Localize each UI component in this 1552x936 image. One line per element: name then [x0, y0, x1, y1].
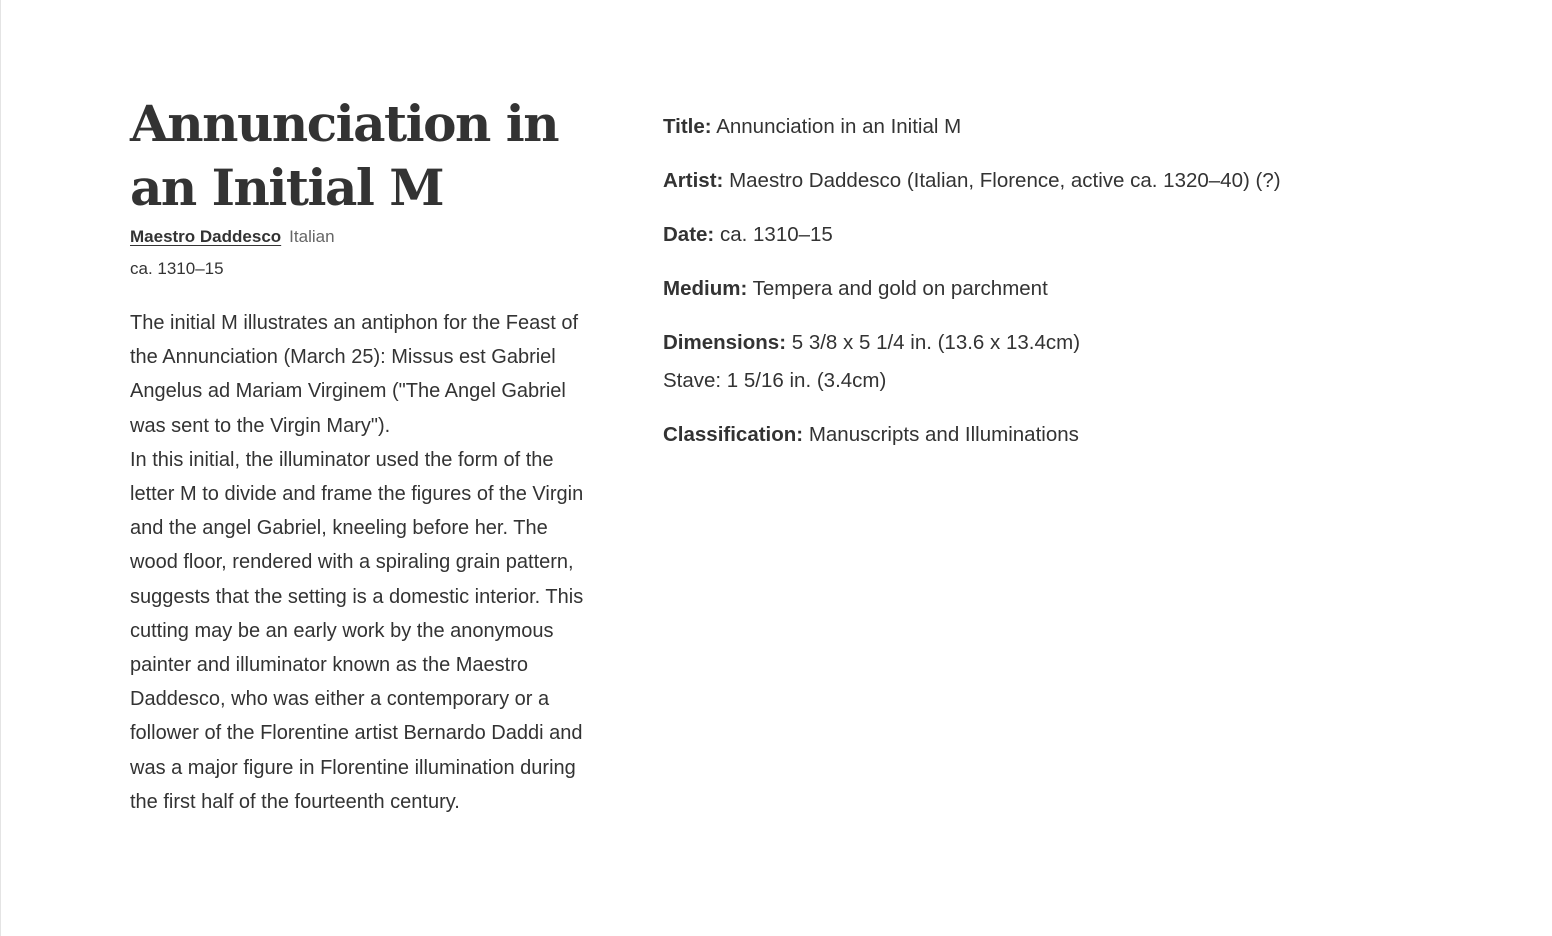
detail-date [663, 220, 1483, 250]
detail-label: Medium: [663, 277, 748, 300]
detail-title [663, 112, 1483, 142]
detail-value: Manuscripts and Illuminations [808, 423, 1079, 446]
detail-label: Artist: [663, 169, 724, 192]
detail-value: Maestro Daddesco (Italian, Florence, active ca. 1320–40) (?) [729, 169, 1281, 192]
detail-stave [663, 366, 1483, 396]
detail-artist [663, 166, 1483, 196]
object-summary [130, 92, 600, 819]
artist-line [130, 226, 600, 248]
artist-link[interactable]: Maestro Daddesco [130, 227, 282, 246]
detail-label: Dimensions: [663, 331, 787, 354]
description-paragraph: The initial M illustrates an antiphon for the Feast of the Annunciation (March 25): Missus est Gabriel Angelus ad Mariam Virginem ("The Angel Gabriel was sent to the Virgin Mary"). [130, 312, 579, 437]
detail-classification [663, 420, 1483, 450]
detail-value: ca. 1310–15 [719, 223, 833, 246]
description-paragraph: In this initial, the illuminator used the form of the letter M to divide and frame the figures of the Virgin and the angel Gabriel, kneeling before her. The wood floor, rendered with a spiraling grain pattern, suggests that the setting is a domestic interior. This cutting may be an early work by the anonymous painter and illuminator known as the Maestro Daddesco, who was either a contemporary or a follower of the Florentine artist Bernardo Daddi and was a major figure in Florentine illumination during the first half of the fourteenth century. [130, 448, 584, 813]
object-date: ca. 1310–15 [130, 259, 224, 278]
object-details [663, 112, 1483, 474]
detail-label: Title: [663, 115, 712, 138]
detail-label: Date: [663, 223, 715, 246]
detail-label: Classification: [663, 423, 804, 446]
detail-value: Tempera and gold on parchment [752, 277, 1048, 300]
page-border [0, 0, 1, 936]
detail-value: 5 3/8 x 5 1/4 in. (13.6 x 13.4cm) [791, 331, 1081, 354]
detail-medium [663, 274, 1483, 304]
detail-value: Stave: 1 5/16 in. (3.4cm) [663, 369, 887, 392]
detail-value: Annunciation in an Initial M [716, 115, 962, 138]
artist-nationality: Italian [289, 227, 335, 246]
detail-dimensions [663, 328, 1483, 358]
object-title: Annunciation in an Initial M [130, 94, 559, 217]
object-description [130, 306, 600, 819]
